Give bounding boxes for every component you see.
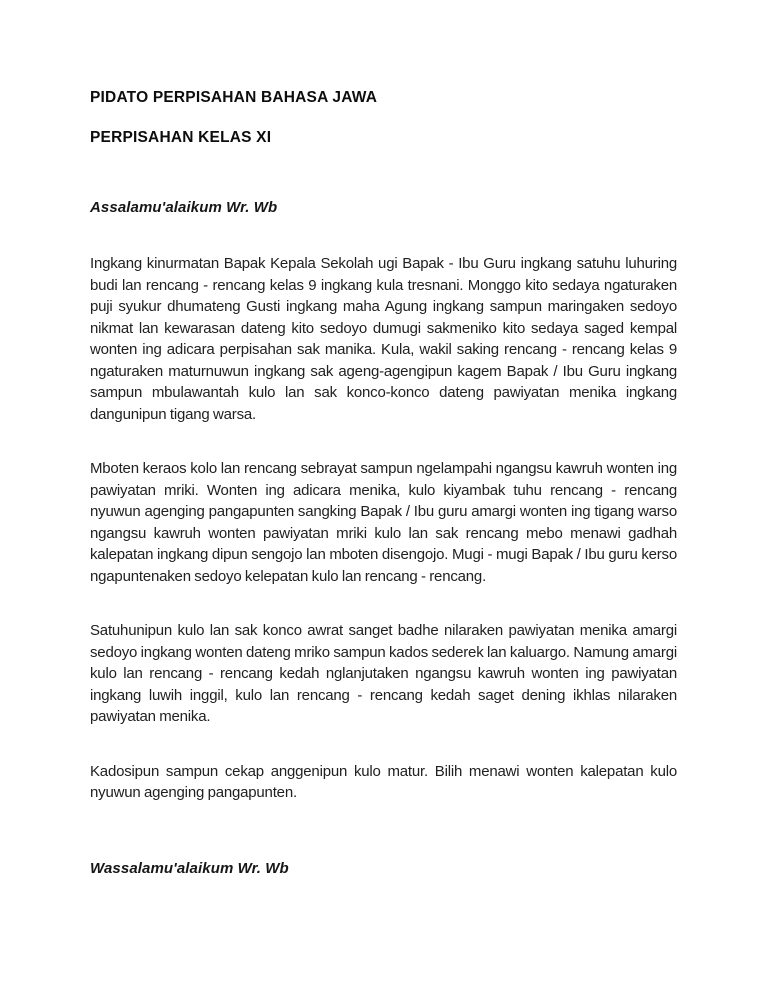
closing-salutation: Wassalamu'alaikum Wr. Wb: [90, 859, 289, 877]
paragraph-3: Satuhunipun kulo lan sak konco awrat sanget badhe nilaraken pawiyatan menika amargi sedoyo ingkang wonten dateng mriko sampun kados sederek lan kaluargo. Namung amargi kulo lan rencang - rencang kedah nglanjutaken ngangsu kawruh wonten ing pawiyatan ingkang luwih inggil, kulo lan rencang - rencang kedah saget dening ikhlas nilaraken pawiyatan menika.: [90, 622, 677, 725]
document-subtitle: PERPISAHAN KELAS XI: [90, 129, 272, 146]
paragraph-4: Kadosipun sampun cekap anggenipun kulo matur. Bilih menawi wonten kalepatan kulo nyuwun agenging pangapunten.: [90, 762, 677, 801]
document-title: PIDATO PERPISAHAN BAHASA JAWA: [90, 89, 378, 106]
opening-salutation: Assalamu'alaikum Wr. Wb: [90, 199, 278, 216]
paragraph-1: Ingkang kinurmatan Bapak Kepala Sekolah ugi Bapak - Ibu Guru ingkang satuhu luhuring budi lan rencang - rencang kelas 9 ingkang kula tresnani. Monggo kito sedaya ngaturaken puji syukur dhumateng Gusti ingkang maha Agung ingkang sampun maringaken sedoyo nikmat lan kewarasan dateng kito sedoyo dumugi sakmeniko kito sedaya saged kempal wonten ing adicara perpisahan sak manika. Kula, wakil saking rencang - rencang kelas 9 ngaturaken maturnuwun ingkang sak ageng-agengipun kagem Bapak / Ibu Guru ingkang sampun mbulawantah kulo lan sak konco-konco dateng pawiyatan menika ingkang dangunipun tigang warsa.: [90, 255, 677, 423]
paragraph-2: Mboten keraos kolo lan rencang sebrayat sampun ngelampahi ngangsu kawruh wonten ing pawiyatan mriki. Wonten ing adicara menika, kulo kiyambak tuhu rencang - rencang nyuwun agenging pangapunten sangking Bapak / Ibu guru amargi wonten ing tigang warso ngangsu kawruh wonten pawiyatan mriki kulo lan sak rencang mebo menawi gadhah kalepatan ingkang dipun sengojo lan mboten disengojo. Mugi - mugi Bapak / Ibu guru kerso ngapuntenaken sedoyo kelepatan kulo lan rencang - rencang.: [90, 460, 677, 585]
